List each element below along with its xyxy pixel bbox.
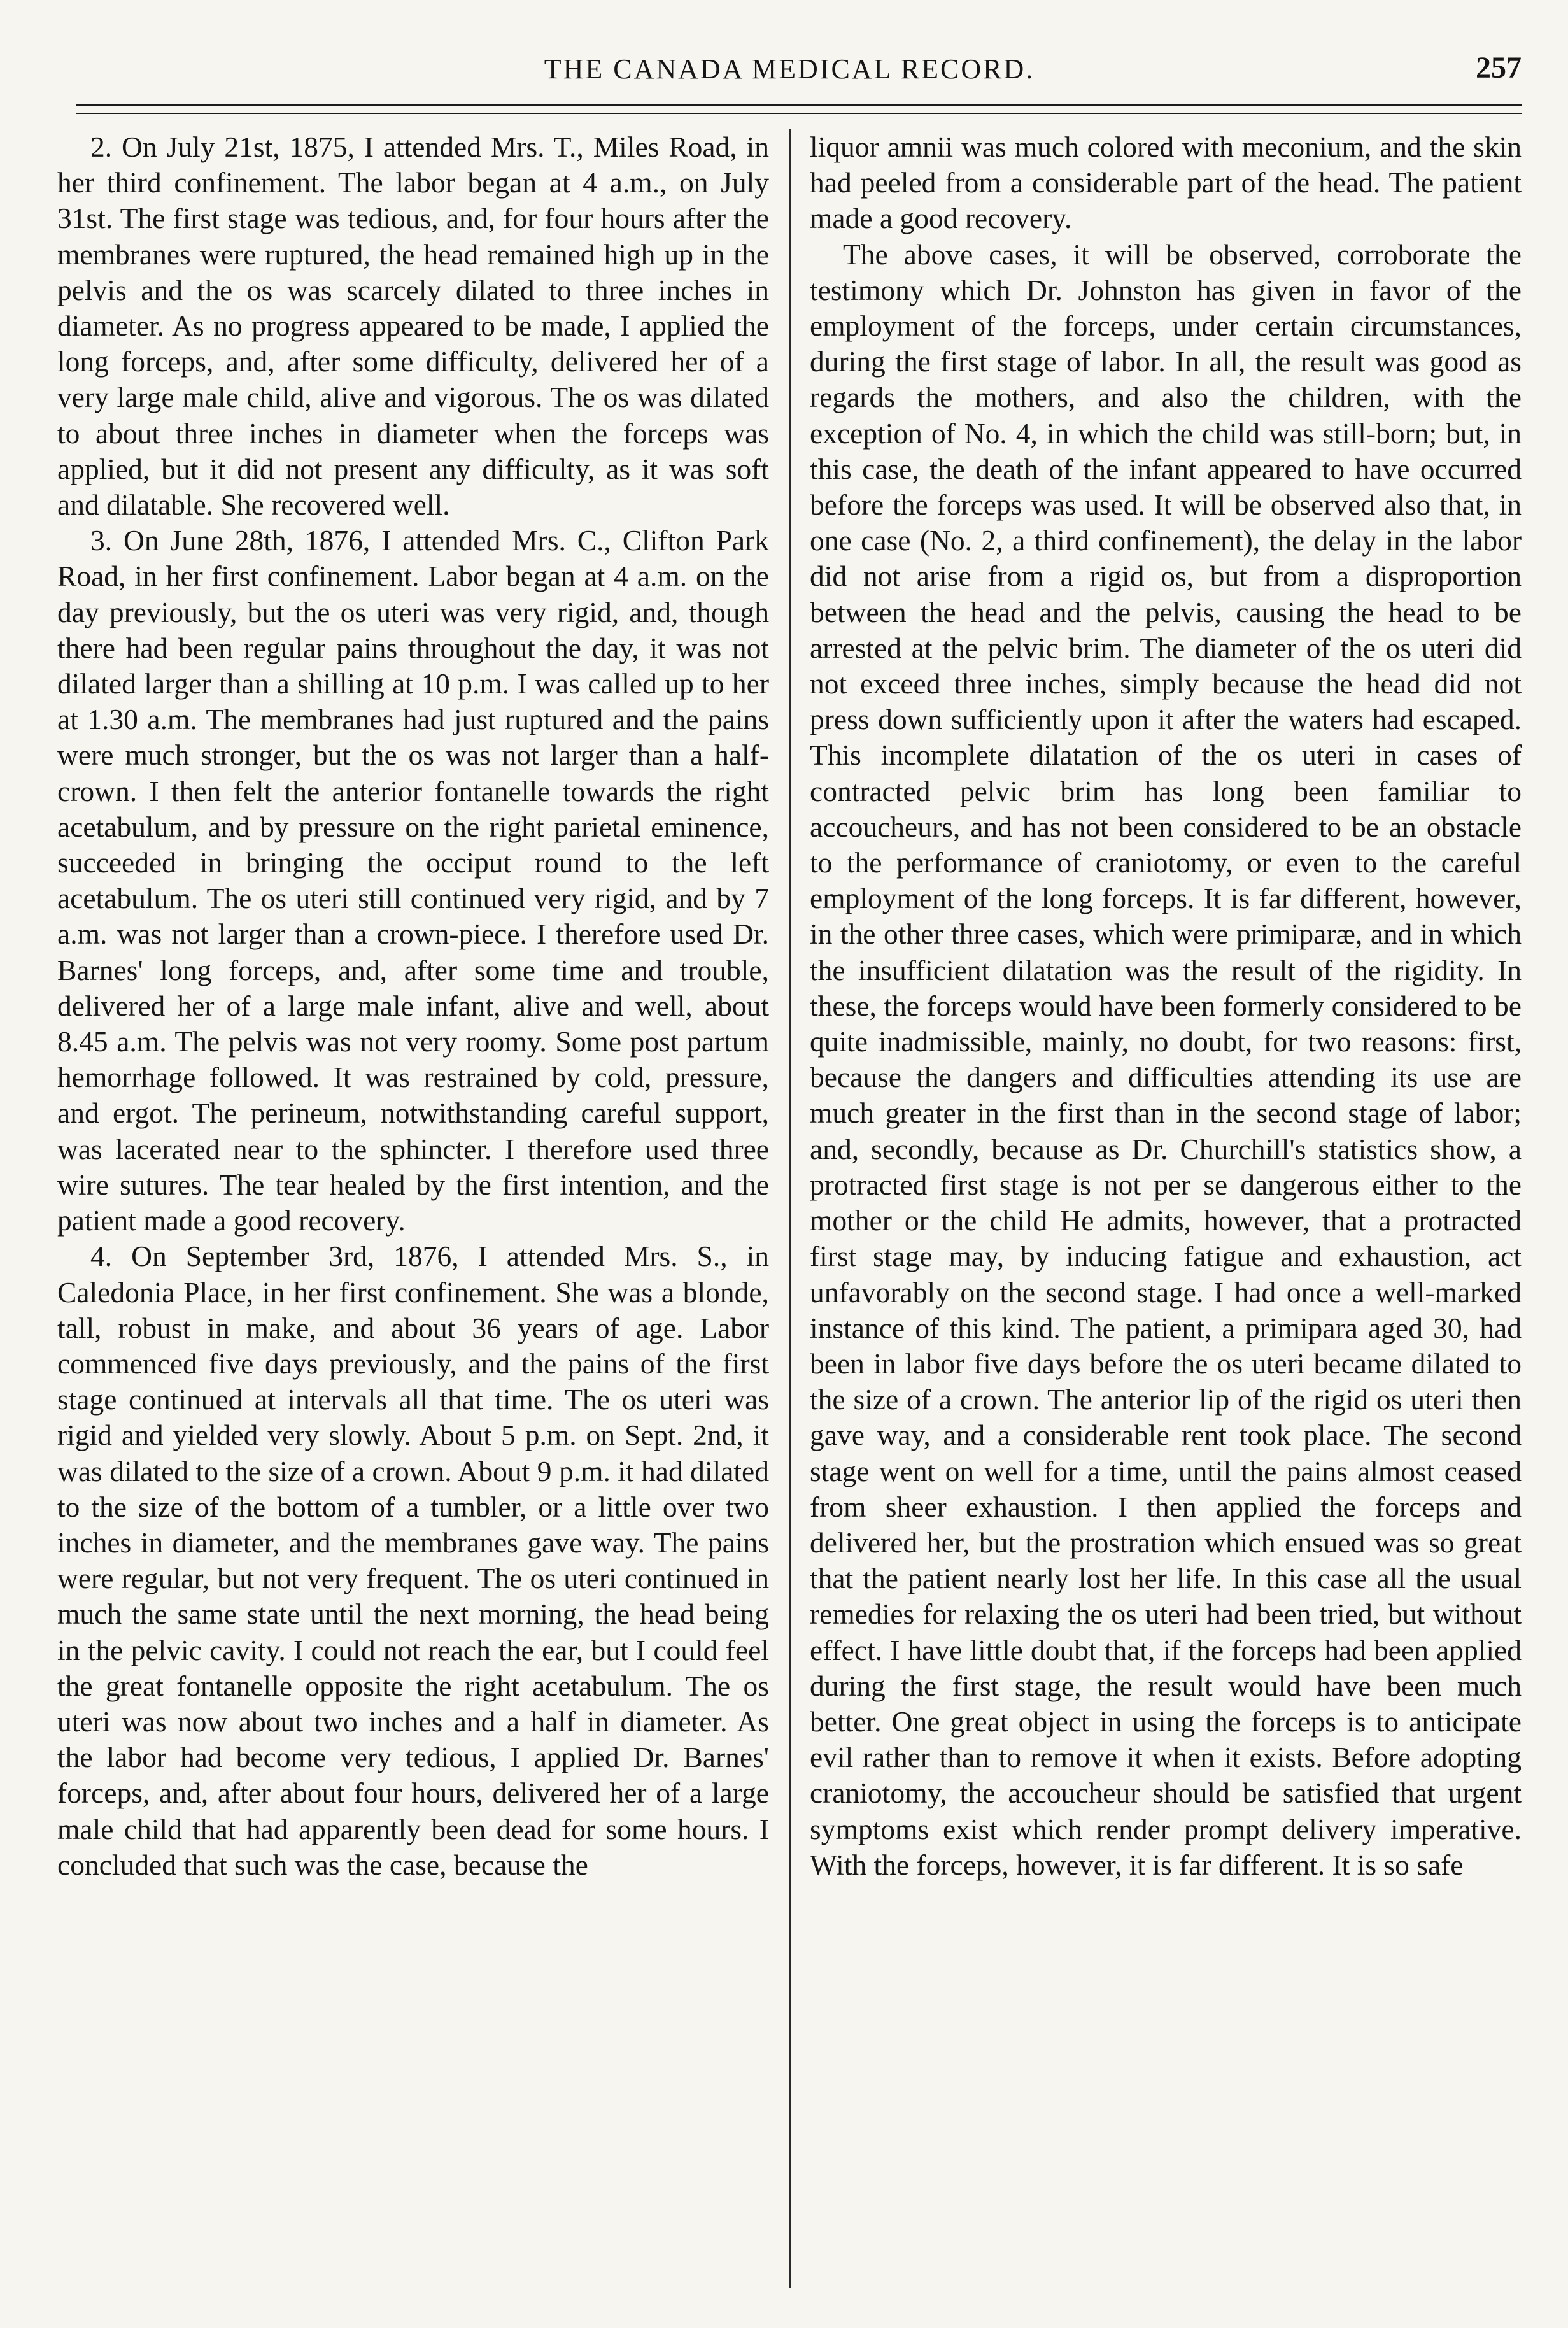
header-rule-thick [76, 104, 1522, 106]
paragraph-case-3: 3. On June 28th, 1876, I attended Mrs. C., Clifton Park Road, in her first confinement. Labor began at 4 a.m. on the day previously, but the os uteri was very rigid, and, though there had been regular pains throughout the day, it was not dilated larger than a shilling at 10 p.m. I was called up to her at 1.30 a.m. The membranes had just ruptured and the pains were much stronger, but the os was not larger than a half-crown. I then felt the anterior fontanelle towards the right acetabulum, and by pressure on the right parietal eminence, succeeded in bringing the occiput round to the left acetabulum. The os uteri still continued very rigid, and by 7 a.m. was not larger than a crown-piece. I therefore used Dr. Barnes' long forceps, and, after some time and trouble, delivered her of a large male infant, alive and well, about 8.45 a.m. The pelvis was not very roomy. Some post partum hemorrhage followed. It was restrained by cold, pressure, and ergot. The perineum, notwithstanding careful support, was lacerated near to the sphincter. I therefore used three wire sutures. The tear healed by the first intention, and the patient made a good recovery. [57, 524, 769, 1237]
page-header [57, 48, 1522, 92]
paragraph-case-4-continued: liquor amnii was much colored with meconium, and the skin had peeled from a considerable part of the head. The patient made a good recovery. [810, 131, 1522, 235]
page-number: 257 [1476, 51, 1522, 85]
paragraph-case-2: 2. On July 21st, 1875, I attended Mrs. T., Miles Road, in her third confinement. The labor began at 4 a.m., on July 31st. The first stage was tedious, and, for four hours after the membranes were ruptured, the head remained high up in the pelvis and the os was scarcely dilated to three inches in diameter. As no progress appeared to be made, I applied the long forceps, and, after some difficulty, delivered her of a very large male child, alive and vigorous. The os was dilated to about three inches in diameter when the forceps was applied, but it did not present any difficulty, as it was soft and dilatable. She recovered well. [57, 131, 769, 522]
column-divider [789, 129, 791, 2288]
running-title: THE CANADA MEDICAL RECORD. [544, 53, 1035, 85]
header-rule-thin [76, 113, 1522, 114]
paragraph-discussion: The above cases, it will be observed, corroborate the testimony which Dr. Johnston has given in favor of the employment of the forceps, under certain circumstances, during the first stage of labor. In all, the result was good as regards the mothers, and also the children, with the exception of No. 4, in which the child was still-born; but, in this case, the death of the infant appeared to have occurred before the forceps was used. It will be observed also that, in one case (No. 2, a third confinement), the delay in the labor did not arise from a rigid os, but from a disproportion between the head and the pelvis, causing the head to be arrested at the pelvic brim. The diameter of the os uteri did not exceed three inches, simply because the head did not press down sufficiently upon it after the waters had escaped. This incomplete dilatation of the os uteri in cases of contracted pelvic brim has long been familiar to accoucheurs, and has not been considered to be an obstacle to the performance of craniotomy, or even to the careful employment of the long forceps. It is far different, however, in the other three cases, which were primiparæ, and in which the insufficient dilatation was the result of the rigidity. In these, the forceps would have been formerly considered to be quite inadmissible, mainly, no doubt, for two reasons: first, because the dangers and difficulties attending its use are much greater in the first than in the second stage of labor; and, secondly, because as Dr. Churchill's statistics show, a protracted first stage is not per se dangerous either to the mother or the child He admits, however, that a protracted first stage may, by inducing fatigue and exhaustion, act unfavorably on the second stage. I had once a well-marked instance of this kind. The patient, a primipara aged 30, had been in labor five days before the os uteri became dilated to the size of a crown. The anterior lip of the rigid os uteri then gave way, and a considerable rent took place. The second stage went on well for a time, until the pains almost ceased from sheer exhaustion. I then applied the forceps and delivered her, but the prostration which ensued was so great that the patient nearly lost her life. In this case all the usual remedies for relaxing the os uteri had been tried, but without effect. I have little doubt that, if the forceps had been applied during the first stage, the result would have been much better. One great object in using the forceps is to anticipate evil rather than to remove it when it exists. Before adopting craniotomy, the accoucheur should be satisfied that urgent symptoms exist which render prompt delivery imperative. With the forceps, however, it is far different. It is so safe [810, 238, 1522, 1881]
right-column [810, 129, 1522, 2288]
text-columns [57, 129, 1522, 2288]
journal-page [57, 48, 1522, 2289]
paragraph-case-4: 4. On September 3rd, 1876, I attended Mrs. S., in Caledonia Place, in her first confinement. She was a blonde, tall, robust in make, and about 36 years of age. Labor commenced five days previously, and the pains of the first stage continued at intervals all that time. The os uteri was rigid and yielded very slowly. About 5 p.m. on Sept. 2nd, it was dilated to the size of a crown. About 9 p.m. it had dilated to the size of the bottom of a tumbler, or a little over two inches in diameter, and the membranes gave way. The pains were regular, but not very frequent. The os uteri continued in much the same state until the next morning, the head being in the pelvic cavity. I could not reach the ear, but I could feel the great fontanelle opposite the right acetabulum. The os uteri was now about two inches and a half in diameter. As the labor had become very tedious, I applied Dr. Barnes' forceps, and, after about four hours, delivered her of a large male child that had apparently been dead for some hours. I concluded that such was the case, because the [57, 1240, 769, 1881]
left-column [57, 129, 769, 2288]
